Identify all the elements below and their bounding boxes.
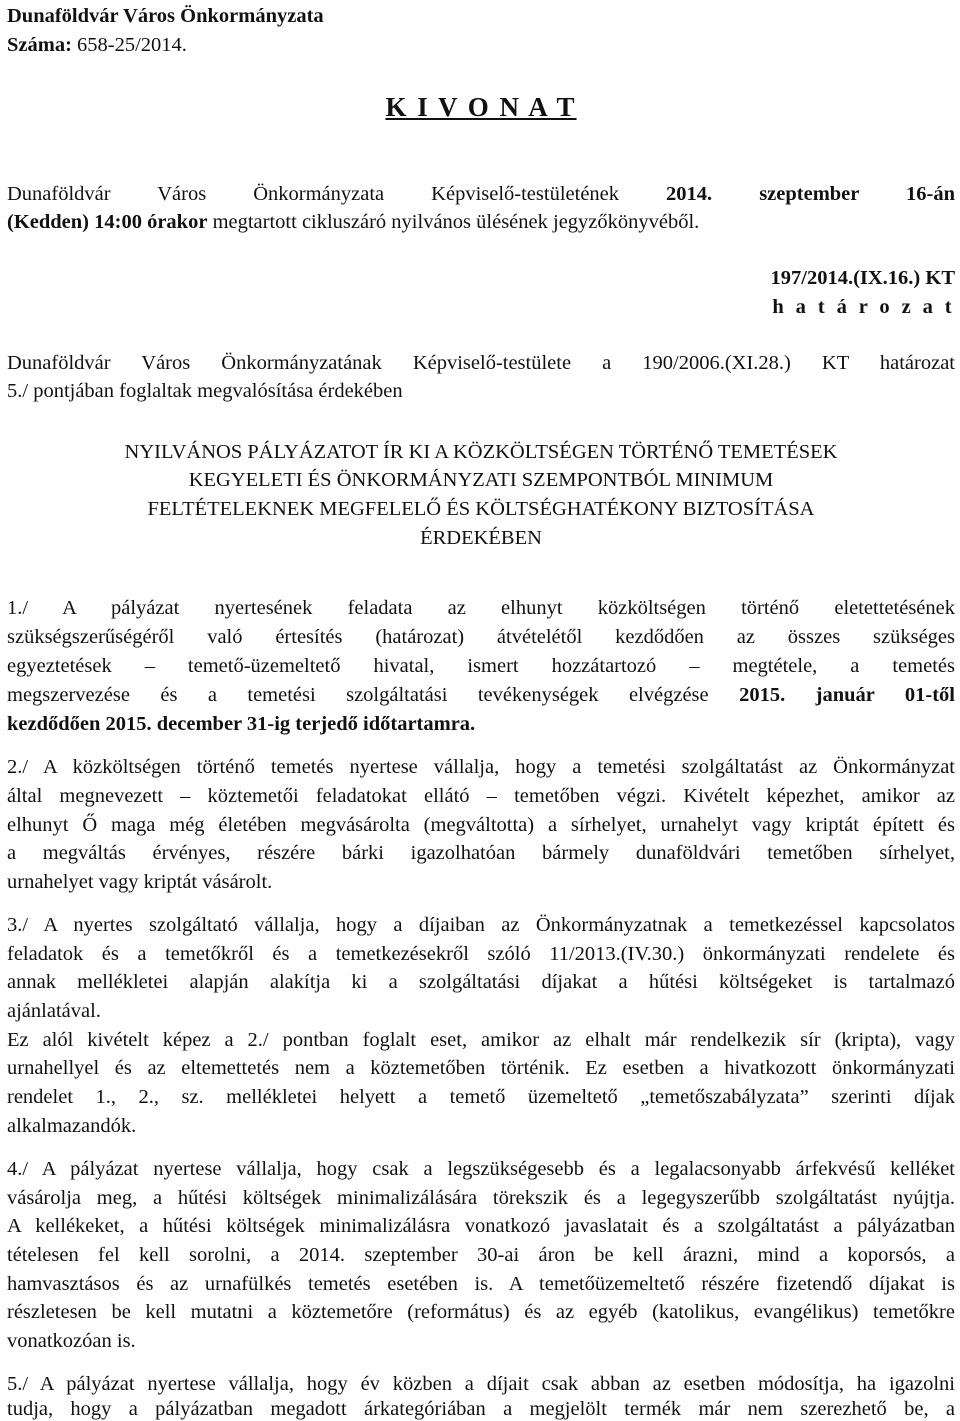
p1-line-3: egyeztetések – temető-üzemeltető hivatal, ismert hozzátartozó – megtétele, a temetés — [7, 655, 955, 677]
resolution-word: h a t á r o z a t — [772, 296, 955, 318]
p4-line-7: vonatkozóan is. — [7, 1330, 136, 1352]
heading-line-2: KEGYELETI ÉS ÖNKORMÁNYZATI SZEMPONTBÓL MINIMUM — [188, 469, 774, 491]
intro-text-2b: megtartott cikluszáró nyilvános ülésének jegyzőkönyvéből. — [212, 211, 700, 233]
document-number-value: 658-25/2014. — [77, 34, 187, 56]
p4-line-3: A kellékeket, a hűtési költségek minimalizálásra vonatkozó javaslatait és a szolgáltatást a pályázatban — [7, 1215, 955, 1237]
p3-line-1: 3./ A nyertes szolgáltató vállalja, hogy a díjaiban az Önkormányzatnak a temetkezéssel kapcsolatos — [7, 914, 955, 936]
p1-line-5: kezdődően 2015. december 31-ig terjedő időtartamra. — [7, 713, 476, 735]
p3-line-4: ajánlatával. — [7, 1000, 101, 1022]
p5-line-2: tudja, hogy a pályázatban megadott árkategóriában a megjelölt termék már nem szerezhető be, a — [7, 1398, 955, 1420]
p1-date-start: 2015. január 01-től — [739, 684, 955, 706]
p4-line-6: részletesen be kell mutatni a köztemetőre (református) és az egyéb (katolikus, evangélikus) temetőkre — [7, 1301, 955, 1323]
heading-line-4: ÉRDEKÉBEN — [420, 527, 542, 549]
p3-line-2: feladatok és a temetőkről és a temetkezésekről szóló 11/2013.(IV.30.) önkormányzati rendelete és — [7, 943, 955, 965]
p1-line-1: 1./ A pályázat nyertesének feladata az elhunyt közköltségen történő eletettetésének — [7, 597, 955, 619]
resolution-number: 197/2014.(IX.16.) KT — [770, 267, 955, 289]
document-number — [7, 33, 187, 57]
p4-line-5: hamvasztásos és az urnafülkés temetés esetében is. A temetőüzemeltető részére fizetendő díjakat is — [7, 1273, 955, 1295]
p4-line-2: vásárolja meg, a hűtési költségek minimalizálására törekszik és a legegyszerűbb szolgáltatást nyújtja. — [7, 1187, 955, 1209]
document-number-label: Száma: — [7, 34, 72, 56]
intro-line-2 — [7, 210, 699, 234]
organization-name: Dunaföldvár Város Önkormányzata — [7, 5, 324, 27]
p1-line-2: szükségszerűségéről való értesítés (határozat) átvételétől kezdődően az összes szükséges — [7, 626, 955, 648]
p2-line-1: 2./ A közköltségen történő temetés nyertese vállalja, hogy a temetési szolgáltatást az Önkormányzat — [7, 756, 955, 778]
p2-line-2: által megnevezett – köztemetői feladatokat ellátó – temetőben végzi. Kivételt képezhet, amikor az — [7, 785, 955, 807]
p3-line-5: Ez alól kivételt képez a 2./ pontban foglalt eset, amikor az elhalt már rendelkezik sír (kripta), vagy — [7, 1029, 955, 1051]
p3-line-6: urnahellyel és az eltemettetés nem a köztemetőben történik. Ez esetben a hivatkozott önkormányzati — [7, 1057, 955, 1079]
preamble-line-2: 5./ pontjában foglaltak megvalósítása érdekében — [7, 380, 403, 402]
p3-line-7: rendelet 1., 2., sz. mellékletei helyett a temető üzemeltető „temetőszabályzata” szerinti díjak — [7, 1086, 955, 1108]
p3-line-8: alkalmazandók. — [7, 1115, 137, 1137]
p5-line-1: 5./ A pályázat nyertese vállalja, hogy év közben a díjait csak abban az esetben módosítja, ha igazolni — [7, 1373, 955, 1395]
intro-text-1a: Dunaföldvár Város Önkormányzata Képviselő-testületének — [7, 183, 620, 205]
p2-line-5: urnahelyet vagy kriptát vásárolt. — [7, 871, 273, 893]
preamble-line-1: Dunaföldvár Város Önkormányzatának Képviselő-testülete a 190/2006.(XI.28.) KT határozat — [7, 352, 955, 374]
p4-line-4: tételesen fel kell sorolni, a 2014. szeptember 30-ai áron be kell árazni, mind a koporsós, a — [7, 1244, 955, 1266]
p1-text-4a: megszervezése és a temetési szolgáltatási tevékenységek elvégzése — [7, 684, 709, 706]
p2-line-3: elhunyt Ő maga még életében megvásárolta (megváltotta) a sírhelyet, urnahelyt vagy kriptát épített és — [7, 814, 955, 836]
heading-line-3: FELTÉTELEKNEK MEGFELELŐ ÉS KÖLTSÉGHATÉKONY BIZTOSÍTÁSA — [147, 498, 815, 520]
intro-time: (Kedden) 14:00 órakor — [7, 211, 208, 233]
intro-line-1 — [7, 182, 955, 206]
p4-line-1: 4./ A pályázat nyertese vállalja, hogy csak a legszükségesebb és a legalacsonyabb árfekvésű kelléket — [7, 1158, 955, 1180]
intro-date: 2014. szeptember 16-án — [666, 183, 955, 205]
heading-line-1: NYILVÁNOS PÁLYÁZATOT ÍR KI A KÖZKÖLTSÉGEN TÖRTÉNŐ TEMETÉSEK — [124, 441, 838, 463]
p2-line-4: a megváltás érvényes, részére bárki igazolhatóan bármely dunaföldvári temetőben sírhelyet, — [7, 842, 955, 864]
p3-line-3: annak mellékletei alapján alakítja ki a szolgáltatási díjakat a hűtési költségeket is tartalmazó — [7, 971, 955, 993]
document-title: K I V O N A T — [385, 92, 577, 122]
p1-line-4 — [7, 683, 955, 707]
